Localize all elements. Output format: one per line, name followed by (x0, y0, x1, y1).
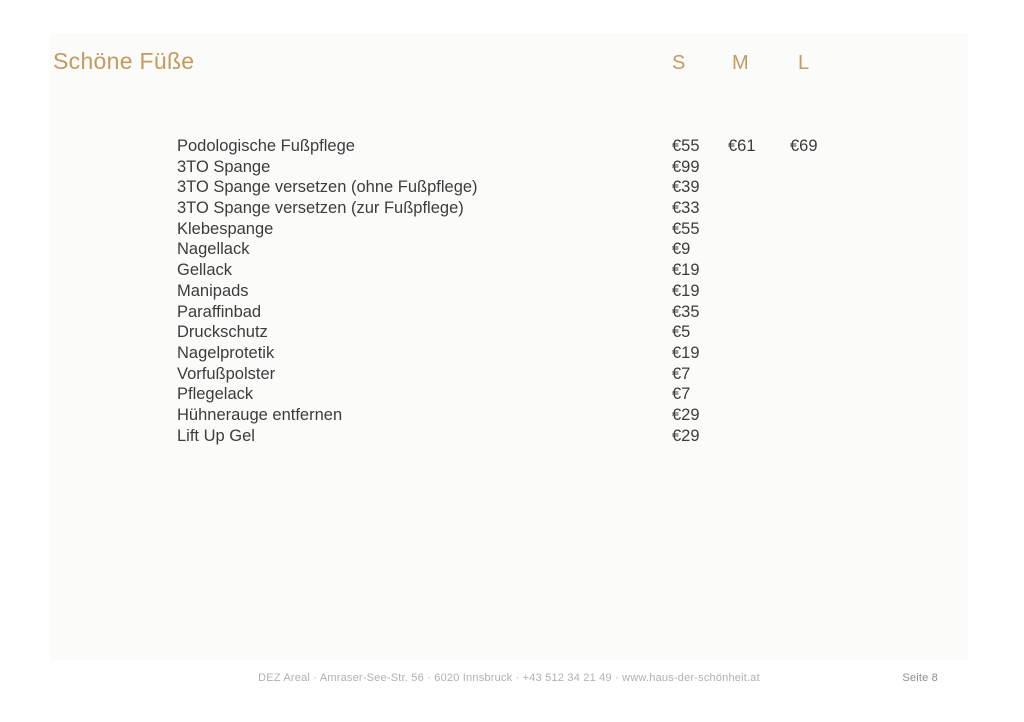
price-row (177, 219, 957, 240)
price-l (790, 157, 852, 178)
price-m (728, 405, 790, 426)
price-l (790, 364, 852, 385)
price-row (177, 177, 957, 198)
price-row (177, 322, 957, 343)
service-name: Druckschutz (177, 323, 268, 342)
price-m (728, 177, 790, 198)
price-row (177, 281, 957, 302)
price-row (177, 260, 957, 281)
price-row (177, 426, 957, 447)
price-m (728, 364, 790, 385)
service-name: Manipads (177, 281, 249, 300)
price-m (728, 260, 790, 281)
service-name: Lift Up Gel (177, 426, 255, 445)
price-m (728, 239, 790, 260)
price-s: €29 (672, 405, 700, 424)
price-row (177, 384, 957, 405)
size-column-header-m: M (732, 52, 749, 74)
price-m (728, 343, 790, 364)
service-name: Podologische Fußpflege (177, 137, 355, 155)
price-m (728, 384, 790, 405)
price-l (790, 384, 852, 405)
price-s: €33 (672, 199, 700, 218)
page-number: Seite 8 (902, 672, 938, 684)
price-m (728, 426, 790, 447)
price-s: €9 (672, 240, 691, 259)
price-s: €39 (672, 178, 700, 197)
price-m (728, 281, 790, 302)
price-s: €99 (672, 157, 700, 176)
price-l: €69 (790, 137, 818, 155)
price-s: €55 (672, 137, 700, 155)
price-l (790, 405, 852, 426)
price-m: €61 (728, 137, 756, 155)
price-m (728, 302, 790, 323)
price-l (790, 260, 852, 281)
price-l (790, 343, 852, 364)
service-name: Gellack (177, 261, 233, 280)
price-s: €55 (672, 219, 700, 238)
size-column-header-s: S (672, 52, 686, 74)
price-l (790, 281, 852, 302)
price-l (790, 177, 852, 198)
service-name: Vorfußpolster (177, 364, 276, 383)
price-m (728, 157, 790, 178)
price-l (790, 426, 852, 447)
price-l (790, 198, 852, 219)
price-row (177, 157, 957, 178)
price-list (177, 136, 957, 446)
price-l (790, 219, 852, 240)
price-l (790, 302, 852, 323)
service-name: 3TO Spange versetzen (ohne Fußpflege) (177, 178, 478, 197)
price-m (728, 322, 790, 343)
service-name: Klebespange (177, 219, 274, 238)
service-name: Nagelprotetik (177, 343, 275, 362)
price-m (728, 219, 790, 240)
service-name: Hühnerauge entfernen (177, 405, 343, 424)
page-footer (50, 669, 968, 687)
price-l (790, 239, 852, 260)
price-s: €19 (672, 281, 700, 300)
price-row (177, 239, 957, 260)
price-row (177, 405, 957, 426)
size-column-header-l: L (798, 52, 810, 74)
price-row (177, 136, 957, 157)
price-s: €19 (672, 261, 700, 280)
price-l (790, 322, 852, 343)
price-s: €29 (672, 426, 700, 445)
price-s: €5 (672, 323, 691, 342)
page-title: Schöne Füße (53, 48, 195, 74)
price-row (177, 364, 957, 385)
price-row (177, 302, 957, 323)
price-row (177, 198, 957, 219)
price-card (50, 33, 968, 660)
salon-address: DEZ Areal · Amraser-See-Str. 56 · 6020 Innsbruck · +43 512 34 21 49 · www.haus-der-schönheit.at (258, 672, 760, 684)
price-s: €7 (672, 385, 691, 404)
price-s: €35 (672, 302, 700, 321)
service-name: 3TO Spange (177, 157, 271, 176)
service-name: Nagellack (177, 240, 250, 259)
price-s: €7 (672, 364, 691, 383)
service-name: 3TO Spange versetzen (zur Fußpflege) (177, 199, 464, 218)
service-name: Pflegelack (177, 385, 254, 404)
price-s: €19 (672, 343, 700, 362)
price-m (728, 198, 790, 219)
price-row (177, 343, 957, 364)
service-name: Paraffinbad (177, 302, 262, 321)
